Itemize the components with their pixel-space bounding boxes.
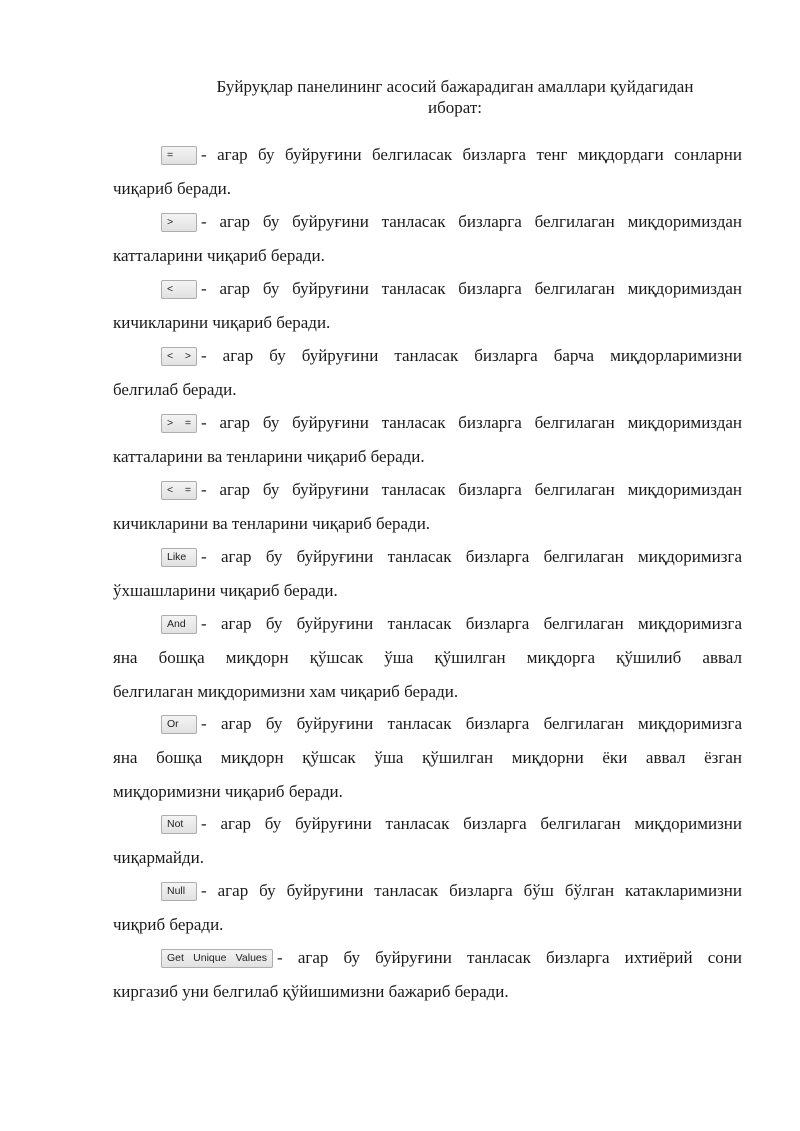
- description-line: [113, 406, 742, 440]
- description-line: [113, 339, 742, 373]
- description-line: [113, 841, 742, 875]
- description-text: белгилаб беради.: [113, 380, 237, 399]
- command-description: [113, 473, 742, 541]
- description-text: киргазиб уни белгилаб қўйишимизни бажариб беради.: [113, 982, 509, 1001]
- description-line: [113, 239, 742, 273]
- description-text: кичикларини чиқариб беради.: [113, 313, 331, 332]
- description-text: - агар бу буйруғини танласак бизларга белгилаган миқдоримизни: [201, 814, 742, 833]
- description-line: [113, 172, 742, 206]
- description-line: [113, 507, 742, 541]
- title-line-1: Буйруқлар панелининг асосий бажарадиган амаллари қуйдагидан: [216, 77, 694, 96]
- toolbar-button-image: Like: [161, 548, 197, 567]
- description-text: яна бошқа миқдорн қўшсак ўша қўшилган миқдорга қўшилиб аввал: [113, 648, 742, 667]
- description-line: [113, 975, 742, 1009]
- description-text: ўхшашларини чиқариб беради.: [113, 581, 338, 600]
- description-line: [113, 205, 742, 239]
- description-text: кичикларини ва тенларини чиқариб беради.: [113, 514, 431, 533]
- description-text: - агар бу буйруғини танласак бизларга белгилаган миқдоримиздан: [201, 413, 742, 432]
- description-line: [113, 807, 742, 841]
- toolbar-button-image: And: [161, 615, 197, 634]
- command-description: [113, 339, 742, 407]
- description-line: [113, 440, 742, 474]
- command-description: [113, 205, 742, 273]
- command-description: [113, 540, 742, 608]
- command-description: [113, 807, 742, 875]
- toolbar-button-image: <: [161, 280, 197, 299]
- toolbar-button-image: Null: [161, 882, 197, 901]
- description-text: - агар бу буйруғини танласак бизларга белгилаган миқдоримизга: [201, 714, 742, 733]
- toolbar-button-image: < >: [161, 347, 197, 366]
- description-text: миқдоримизни чиқариб беради.: [113, 782, 343, 801]
- command-description: [113, 607, 742, 709]
- toolbar-button-image: Get Unique Values: [161, 949, 273, 968]
- description-text: катталарини чиқариб беради.: [113, 246, 325, 265]
- command-description: [113, 941, 742, 1009]
- description-line: [113, 775, 742, 809]
- description-line: [113, 941, 742, 975]
- description-line: [113, 574, 742, 608]
- toolbar-button-image: =: [161, 146, 197, 165]
- description-line: [113, 272, 742, 306]
- description-line: [113, 373, 742, 407]
- command-description: [113, 406, 742, 474]
- description-line: [113, 473, 742, 507]
- command-description: [113, 874, 742, 942]
- description-text: - агар бу буйруғини танласак бизларга барча миқдорларимизни: [201, 346, 742, 365]
- description-text: чиқриб беради.: [113, 915, 224, 934]
- description-text: - агар бу буйруғини танласак бизларга белгилаган миқдоримиздан: [201, 480, 742, 499]
- toolbar-button-image: Or: [161, 715, 197, 734]
- description-line: [113, 707, 742, 741]
- title-line-2: иборат:: [427, 98, 482, 117]
- description-line: [113, 540, 742, 574]
- description-line: [113, 741, 742, 775]
- description-text: белгилаган миқдоримизни хам чиқариб беради.: [113, 682, 459, 701]
- description-text: яна бошқа миқдорн қўшсак ўша қўшилган миқдорни ёки аввал ёзган: [113, 748, 742, 767]
- description-text: - агар бу буйруғини танласак бизларга ихтиёрий сони: [277, 948, 742, 967]
- command-description: [113, 272, 742, 340]
- description-text: катталарини ва тенларини чиқариб беради.: [113, 447, 425, 466]
- description-line: [113, 874, 742, 908]
- page-title: [150, 76, 760, 118]
- description-text: - агар бу буйруғини танласак бизларга белгилаган миқдоримиздан: [201, 212, 742, 231]
- description-line: [113, 607, 742, 641]
- description-line: [113, 675, 742, 709]
- description-line: [113, 908, 742, 942]
- toolbar-button-image: < =: [161, 481, 197, 500]
- toolbar-button-image: > =: [161, 414, 197, 433]
- toolbar-button-image: Not: [161, 815, 197, 834]
- description-line: [113, 138, 742, 172]
- description-text: чиқариб беради.: [113, 179, 231, 198]
- description-text: - агар бу буйруғини белгиласак бизларга тенг миқдордаги сонларни: [201, 145, 742, 164]
- toolbar-button-image: >: [161, 213, 197, 232]
- command-description: [113, 138, 742, 206]
- description-text: - агар бу буйруғини танласак бизларга белгилаган миқдоримизга: [201, 614, 742, 633]
- description-text: - агар бу буйруғини танласак бизларга белгилаган миқдоримизга: [201, 547, 742, 566]
- command-description: [113, 707, 742, 809]
- description-text: - агар бу буйруғини танласак бизларга бўш бўлган катакларимизни: [201, 881, 742, 900]
- description-line: [113, 306, 742, 340]
- description-text: чиқармайди.: [113, 848, 204, 867]
- description-text: - агар бу буйруғини танласак бизларга белгилаган миқдоримиздан: [201, 279, 742, 298]
- description-line: [113, 641, 742, 675]
